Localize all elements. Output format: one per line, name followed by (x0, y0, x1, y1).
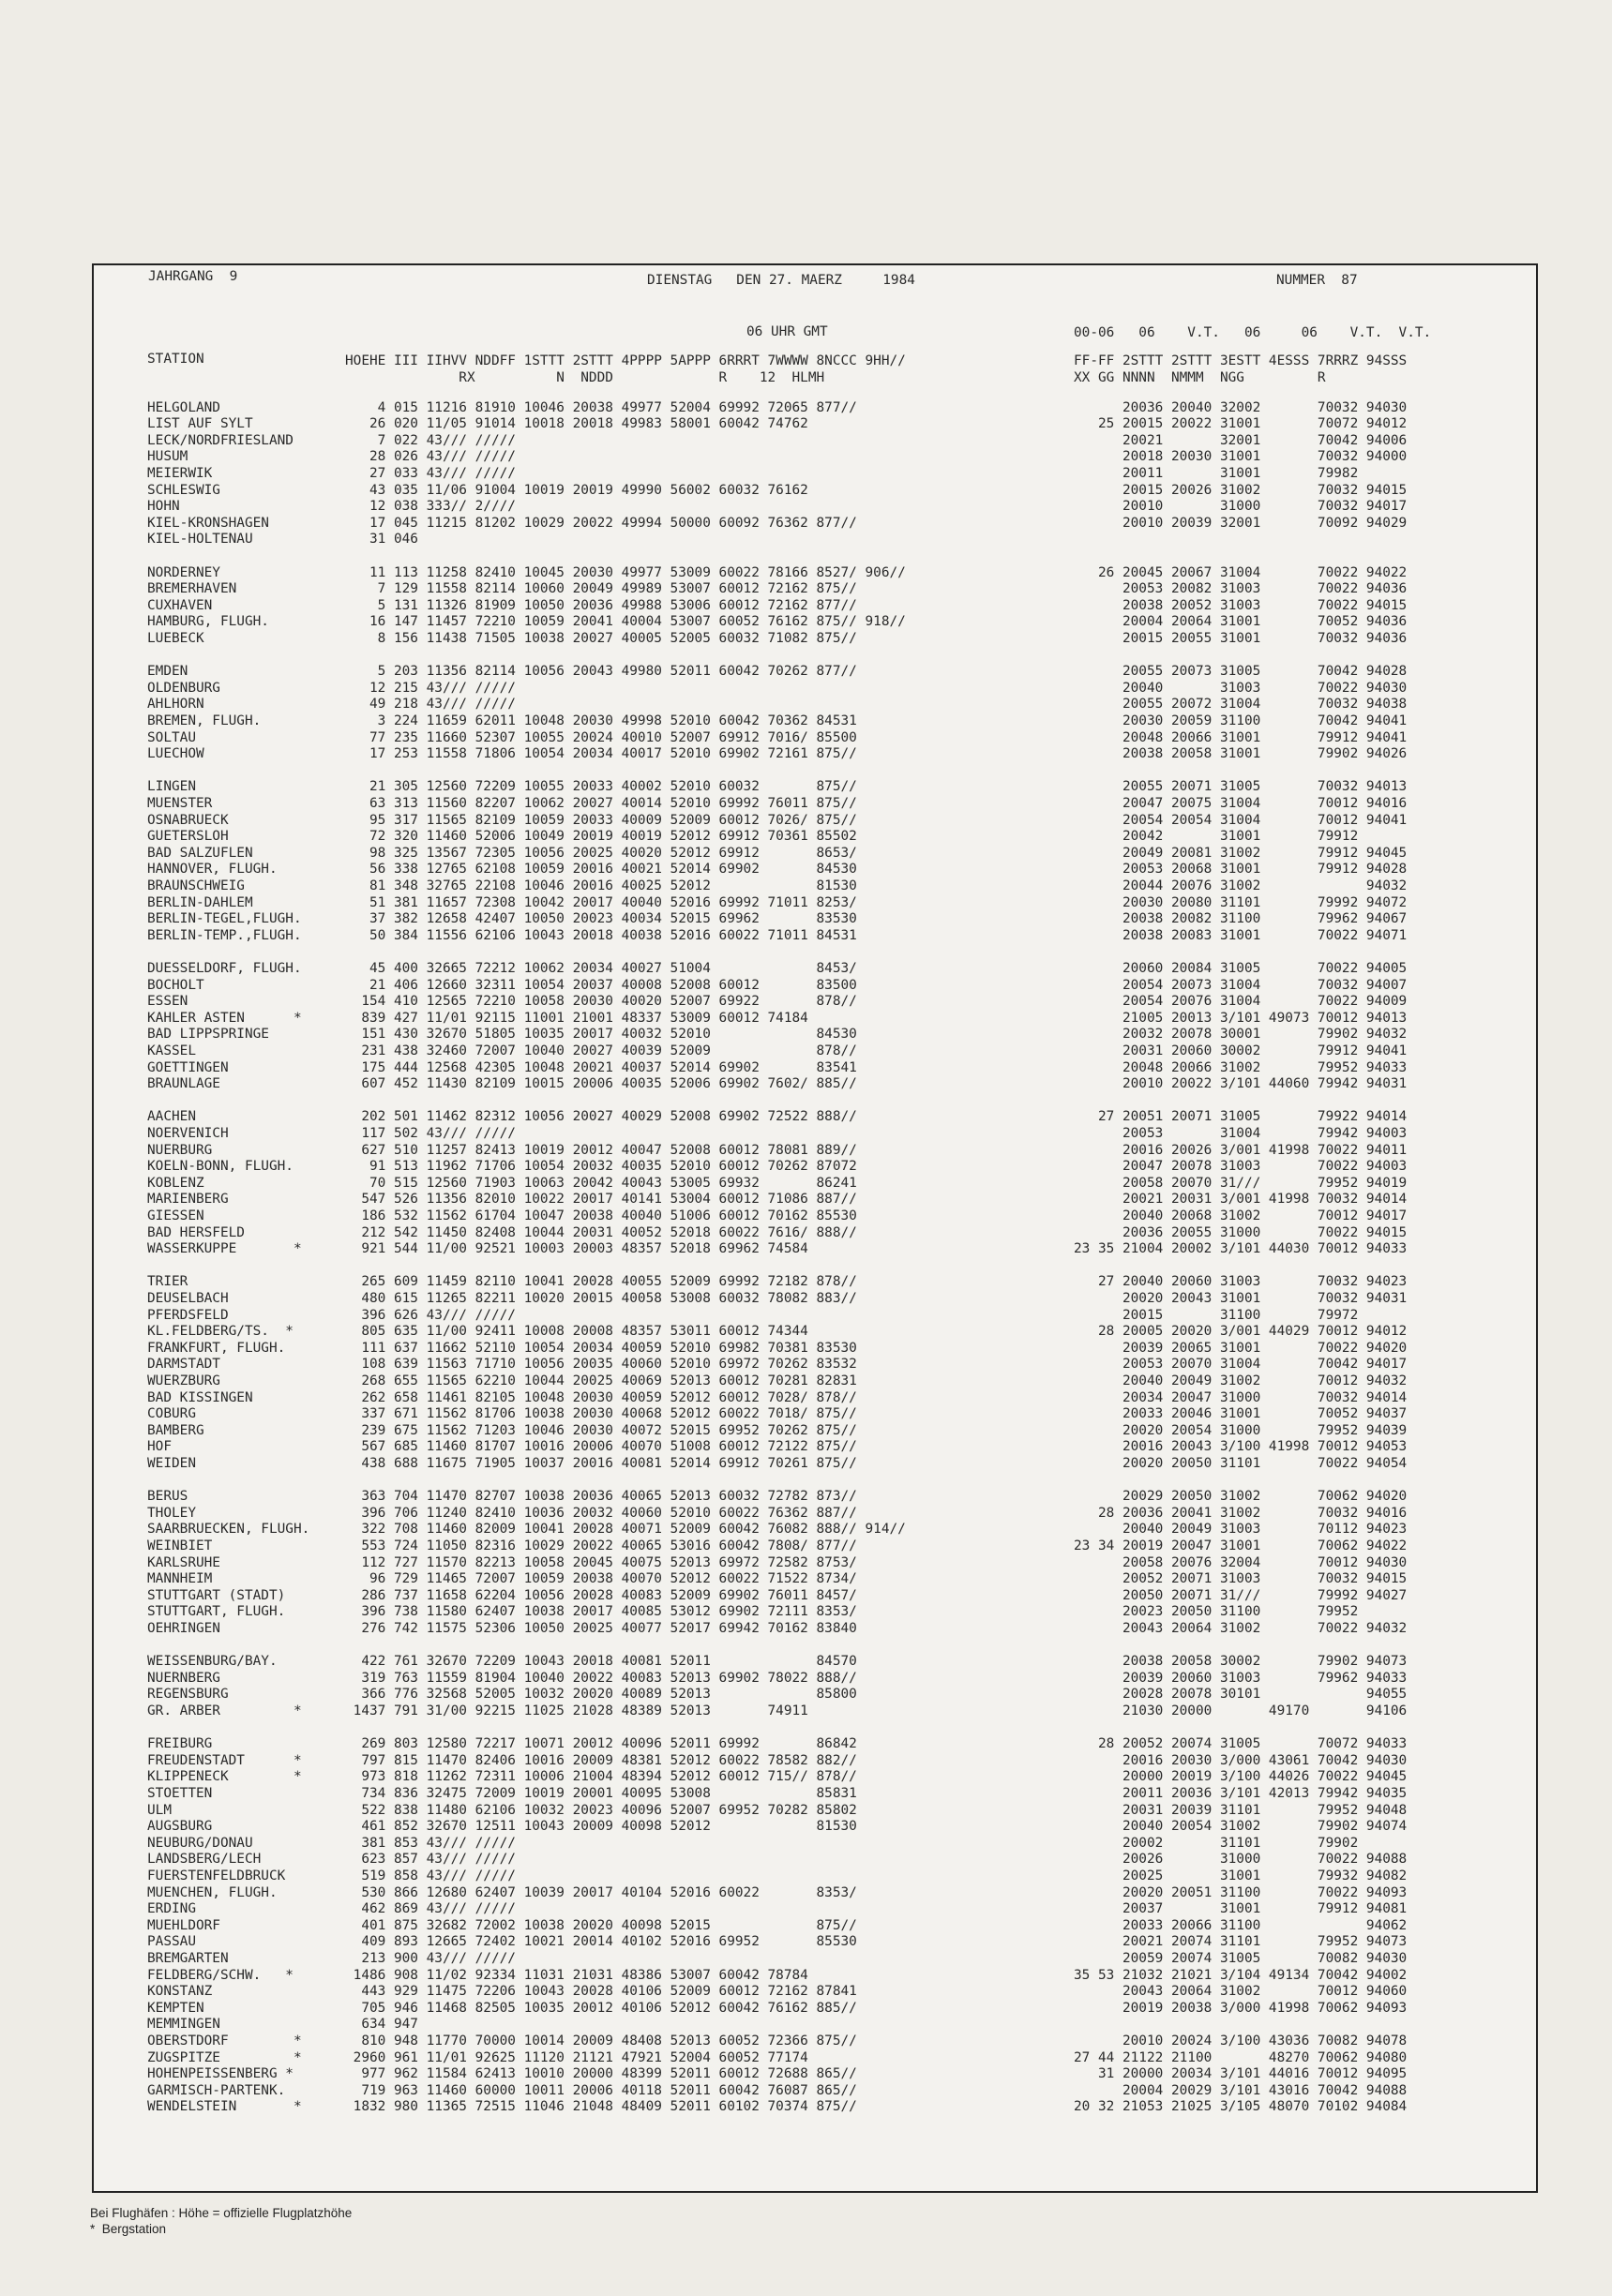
station-observations: 366 776 32568 52005 10032 20020 40089 52013 85800 (345, 1687, 857, 1703)
station-name: WEIDEN (147, 1455, 196, 1471)
station-observations: 810 948 11770 70000 10014 20009 48408 52013 60052 72366 875// (345, 2033, 857, 2048)
station-observations: 108 639 11563 71710 10056 20035 40060 52010 69972 70262 83532 (345, 1357, 857, 1373)
station-extra-values: 20020 20050 31101 70022 94054 (1074, 1455, 1408, 1471)
station-extra-values: 20029 20050 31002 70062 94020 (1074, 1489, 1408, 1505)
station-name: CUXHAVEN (147, 597, 213, 613)
station-name: NOERVENICH (147, 1125, 229, 1141)
station-observations: 530 866 12680 62407 10039 20017 40104 52016 60022 8353/ (345, 1884, 857, 1900)
station-observations: 547 526 11356 82010 10022 20017 40141 53004 60012 71086 887// (345, 1192, 857, 1208)
station-observations: 12 215 43/// ///// (345, 680, 516, 696)
station-observations: 63 313 11560 82207 10062 20027 40014 52010 69992 76011 875// (345, 795, 857, 811)
station-name: KIEL-KRONSHAGEN (147, 515, 269, 531)
station-name: KL.FELDBERG/TS. * (147, 1324, 294, 1340)
station-name: FREUDENSTADT * (147, 1752, 302, 1768)
station-name: WENDELSTEIN * (147, 2099, 302, 2115)
station-observations: 265 609 11459 82110 10041 20028 40055 52009 69992 72182 878// (345, 1274, 857, 1290)
station-observations: 111 637 11662 52110 10054 20034 40059 52010 69982 70381 83530 (345, 1340, 857, 1356)
station-extra-values: 20054 20076 31004 70022 94009 (1074, 994, 1408, 1010)
station-name: BREMEN, FLUGH. (147, 713, 262, 728)
station-observations: 21 305 12560 72209 10055 20033 40002 52010 60032 875// (345, 779, 857, 795)
station-column-header: STATION (147, 352, 204, 367)
station-observations: 17 045 11215 81202 10029 20022 49994 50000 60092 76362 877// (345, 515, 857, 531)
station-name: HAMBURG, FLUGH. (147, 614, 269, 630)
station-extra-values: 20040 20049 31002 70012 94032 (1074, 1373, 1408, 1388)
station-extra-values: 20016 20026 3/001 41998 70022 94011 (1074, 1142, 1408, 1158)
station-observations: 634 947 (345, 2017, 418, 2033)
station-extra-values: 20055 20072 31004 70032 94038 (1074, 697, 1408, 713)
station-name: SOLTAU (147, 729, 196, 745)
station-extra-values: 20031 20060 30002 79912 94041 (1074, 1043, 1408, 1058)
station-observations: 797 815 11470 82406 10016 20009 48381 52012 60022 78582 882// (345, 1752, 857, 1768)
station-extra-values: 20 32 21053 21025 3/105 48070 70102 94084 (1074, 2099, 1408, 2115)
station-observations: 480 615 11265 82211 10020 20015 40058 53008 60032 78082 883// (345, 1290, 857, 1306)
station-name: KASSEL (147, 1043, 196, 1058)
station-observations: 7 129 11558 82114 10060 20049 49989 53007 60012 72162 875// (345, 581, 857, 597)
column-header-line-1: HOEHE III IIHVV NDDFF 1STTT 2STTT 4PPPP 5APPP 6RRRT 7WWWW 8NCCC 9HH// (345, 353, 906, 368)
station-extra-values: 20052 20071 31003 70032 94015 (1074, 1571, 1408, 1587)
station-observations: 8 156 11438 71505 10038 20027 40005 52005 60032 71082 875// (345, 630, 857, 646)
station-name: MANNHEIM (147, 1571, 213, 1587)
station-observations: 175 444 12568 42305 10048 20021 40037 52014 69902 83541 (345, 1059, 857, 1075)
station-observations: 461 852 32670 12511 10043 20009 40098 52012 81530 (345, 1819, 857, 1835)
station-extra-values: 20038 20058 31001 79902 94026 (1074, 746, 1408, 762)
station-name: GR. ARBER * (147, 1703, 302, 1718)
station-name: TRIER (147, 1274, 188, 1290)
station-observations: 202 501 11462 82312 10056 20027 40029 52008 69902 72522 888// (345, 1109, 857, 1125)
station-extra-values: 20018 20030 31001 70032 94000 (1074, 449, 1408, 465)
station-observations: 239 675 11562 71203 10046 20030 40072 52015 69952 70262 875// (345, 1422, 857, 1438)
station-extra-values: 20016 20043 3/100 41998 70012 94053 (1074, 1439, 1408, 1455)
station-name: DEUSELBACH (147, 1290, 229, 1306)
station-name: BREMERHAVEN (147, 581, 237, 597)
station-extra-values: 20004 20064 31001 70052 94036 (1074, 614, 1408, 630)
station-name: WASSERKUPPE * (147, 1241, 302, 1257)
station-observations: 49 218 43/// ///// (345, 697, 516, 713)
station-observations: 396 626 43/// ///// (345, 1307, 516, 1323)
station-extra-values: 20048 20066 31001 79912 94041 (1074, 729, 1408, 745)
station-observations: 973 818 11262 72311 10006 21004 48394 52012 60012 715// 878// (345, 1769, 857, 1785)
station-name: SAARBRUECKEN, FLUGH. (147, 1522, 310, 1538)
station-extra-values: 20019 20038 3/000 41998 70062 94093 (1074, 2000, 1408, 2016)
station-extra-values: 20021 20031 3/001 41998 70032 94014 (1074, 1192, 1408, 1208)
station-name: ULM (147, 1802, 172, 1818)
station-name: HUSUM (147, 449, 188, 465)
station-observations: 26 020 11/05 91014 10018 20018 49983 58001 60042 74762 (345, 416, 808, 432)
station-name: BAD SALZUFLEN (147, 845, 253, 861)
station-observations: 95 317 11565 82109 10059 20033 40009 52009 60012 7026/ 875// (345, 812, 857, 828)
station-name: MEMMINGEN (147, 2017, 220, 2033)
station-extra-values: 20015 31100 79972 (1074, 1307, 1359, 1323)
station-name: BAD HERSFELD (147, 1224, 245, 1240)
station-name: FELDBERG/SCHW. * (147, 1967, 294, 1983)
station-extra-values: 20053 31004 79942 94003 (1074, 1125, 1408, 1141)
station-extra-values: 20010 20022 3/101 44060 79942 94031 (1074, 1076, 1408, 1092)
station-observations: 805 635 11/00 92411 10008 20008 48357 53011 60012 74344 (345, 1324, 808, 1340)
station-observations: 112 727 11570 82213 10058 20045 40075 52013 69972 72582 8753/ (345, 1554, 857, 1570)
station-name: NEUBURG/DONAU (147, 1835, 253, 1851)
station-extra-values: 20036 20055 31000 70022 94015 (1074, 1224, 1408, 1240)
station-observations: 396 706 11240 82410 10036 20032 40060 52010 60022 76362 887// (345, 1505, 857, 1521)
station-name: DUESSELDORF, FLUGH. (147, 960, 302, 976)
station-extra-values: 25 20015 20022 31001 70072 94012 (1074, 416, 1408, 432)
jahrgang-label: JAHRGANG 9 (148, 269, 238, 284)
station-observations: 17 253 11558 71806 10054 20034 40017 52010 69902 72161 875// (345, 746, 857, 762)
station-observations: 7 022 43/// ///// (345, 432, 516, 448)
station-observations: 705 946 11468 82505 10035 20012 40106 52012 60042 76162 885// (345, 2000, 857, 2016)
station-observations: 98 325 13567 72305 10056 20025 40020 52012 69912 8653/ (345, 845, 857, 861)
station-observations: 151 430 32670 51805 10035 20017 40032 52010 84530 (345, 1027, 857, 1043)
station-extra-values: 20032 20078 30001 79902 94032 (1074, 1027, 1408, 1043)
station-name: THOLEY (147, 1505, 196, 1521)
column-header-right-line-1: FF-FF 2STTT 2STTT 3ESTT 4ESSS 7RRRZ 94SSS (1074, 353, 1408, 368)
station-name: KOELN-BONN, FLUGH. (147, 1159, 294, 1175)
station-name: BAD LIPPSPRINGE (147, 1027, 269, 1043)
station-extra-values: 23 34 20019 20047 31001 70062 94022 (1074, 1538, 1408, 1553)
station-name: BERLIN-DAHLEM (147, 894, 253, 910)
station-observations: 262 658 11461 82105 10048 20030 40059 52012 60012 7028/ 878// (345, 1389, 857, 1405)
station-extra-values: 21005 20013 3/101 49073 70012 94013 (1074, 1010, 1408, 1026)
station-name: HOHN (147, 499, 180, 515)
station-extra-values: 20044 20076 31002 94032 (1074, 878, 1408, 893)
station-name: GOETTINGEN (147, 1059, 229, 1075)
station-observations: 56 338 12765 62108 10059 20016 40021 52014 69902 84530 (345, 862, 857, 878)
station-name: MEIERWIK (147, 465, 213, 481)
station-observations: 72 320 11460 52006 10049 20019 40019 52012 69912 70361 85502 (345, 829, 857, 845)
station-name: FRANKFURT, FLUGH. (147, 1340, 286, 1356)
station-extra-values: 20053 20082 31003 70022 94036 (1074, 581, 1408, 597)
station-observations: 1437 791 31/00 92215 11025 21028 48389 52013 74911 (345, 1703, 808, 1718)
station-observations: 117 502 43/// ///// (345, 1125, 516, 1141)
footnote-mountain-station: * Bergstation (90, 2222, 167, 2236)
station-extra-values: 20010 31000 70032 94017 (1074, 499, 1408, 515)
footnotes (90, 2205, 352, 2237)
station-observations: 45 400 32665 72212 10062 20034 40027 51004 8453/ (345, 960, 857, 976)
station-observations: 51 381 11657 72308 10042 20017 40040 52016 69992 71011 8253/ (345, 894, 857, 910)
station-name: ERDING (147, 1901, 196, 1917)
station-extra-values: 31 20000 20034 3/101 44016 70012 94095 (1074, 2066, 1408, 2082)
station-observations: 627 510 11257 82413 10019 20012 40047 52008 60012 78081 889// (345, 1142, 857, 1158)
station-name: KARLSRUHE (147, 1554, 220, 1570)
station-name: BERLIN-TEMP.,FLUGH. (147, 927, 302, 943)
station-extra-values: 20011 20036 3/101 42013 79942 94035 (1074, 1785, 1408, 1801)
station-name: WEINBIET (147, 1538, 213, 1553)
station-observations: 96 729 11465 72007 10059 20038 40070 52012 60022 71522 8734/ (345, 1571, 857, 1587)
station-extra-values: 20053 20068 31001 79912 94028 (1074, 862, 1408, 878)
station-observations: 21 406 12660 32311 10054 20037 40008 52008 60012 83500 (345, 977, 857, 993)
station-name: KOBLENZ (147, 1175, 204, 1191)
station-name: MUEHLDORF (147, 1917, 220, 1933)
station-name: ESSEN (147, 994, 188, 1010)
station-observations: 734 836 32475 72009 10019 20001 40095 53008 85831 (345, 1785, 857, 1801)
station-observations: 977 962 11584 62413 10010 20000 48399 52011 60012 72688 865// (345, 2066, 857, 2082)
station-extra-values: 20058 20070 31/// 79952 94019 (1074, 1175, 1408, 1191)
station-extra-values: 20034 20047 31000 70032 94014 (1074, 1389, 1408, 1405)
station-extra-values: 28 20036 20041 31002 70032 94016 (1074, 1505, 1408, 1521)
station-name: GIESSEN (147, 1208, 204, 1223)
station-name: REGENSBURG (147, 1687, 229, 1703)
station-name: OBERSTDORF * (147, 2033, 302, 2048)
station-extra-values: 27 20051 20071 31005 79922 94014 (1074, 1109, 1408, 1125)
station-name: BRAUNLAGE (147, 1076, 220, 1092)
station-name: COBURG (147, 1406, 196, 1422)
group-header-06-gmt: 06 UHR GMT (746, 324, 828, 339)
station-name: PFERDSFELD (147, 1307, 229, 1323)
station-observations: 186 532 11562 61704 10047 20038 40040 51006 60012 70162 85530 (345, 1208, 857, 1223)
station-extra-values: 20010 20024 3/100 43036 70082 94078 (1074, 2033, 1408, 2048)
station-extra-values: 20033 20066 31100 94062 (1074, 1917, 1408, 1933)
station-extra-values: 20038 20083 31001 70022 94071 (1074, 927, 1408, 943)
station-observations: 2960 961 11/01 92625 11120 21121 47921 52004 60052 77174 (345, 2049, 808, 2065)
station-observations: 16 147 11457 72210 10059 20041 40004 53007 60052 76162 875// 918// (345, 614, 906, 630)
station-extra-values: 20040 20049 31003 70112 94023 (1074, 1522, 1408, 1538)
station-extra-values: 20037 31001 79912 94081 (1074, 1901, 1408, 1917)
station-observations: 70 515 12560 71903 10063 20042 40043 53005 69932 86241 (345, 1175, 857, 1191)
station-name: ZUGSPITZE * (147, 2049, 302, 2065)
station-extra-values: 20038 20082 31100 79962 94067 (1074, 911, 1408, 927)
station-name: BERUS (147, 1489, 188, 1505)
station-extra-values: 20055 20071 31005 70032 94013 (1074, 779, 1408, 795)
station-extra-values: 28 20005 20020 3/001 44029 70012 94012 (1074, 1324, 1408, 1340)
issue-number: NUMMER 87 (1276, 273, 1358, 288)
station-name: DARMSTADT (147, 1357, 220, 1373)
station-observations: 91 513 11962 71706 10054 20032 40035 52010 60012 70262 87072 (345, 1159, 857, 1175)
station-name: FUERSTENFELDBRUCK (147, 1868, 286, 1883)
station-name: LUECHOW (147, 746, 204, 762)
station-extra-values: 28 20052 20074 31005 70072 94033 (1074, 1736, 1408, 1752)
station-extra-values: 20060 20084 31005 70022 94005 (1074, 960, 1408, 976)
station-extra-values: 20021 20074 31101 79952 94073 (1074, 1934, 1408, 1950)
station-observations: 27 033 43/// ///// (345, 465, 516, 481)
station-observations: 462 869 43/// ///// (345, 1901, 516, 1917)
station-extra-values: 20031 20039 31101 79952 94048 (1074, 1802, 1408, 1818)
station-observations: 268 655 11565 62210 10044 20025 40069 52013 60012 70281 82831 (345, 1373, 857, 1388)
station-name: FREIBURG (147, 1736, 213, 1752)
station-name: EMDEN (147, 664, 188, 680)
station-extra-values: 26 20045 20067 31004 70022 94022 (1074, 564, 1408, 580)
station-name: STUTTGART, FLUGH. (147, 1604, 286, 1620)
station-observations: 719 963 11460 60000 10011 20006 40118 52011 60042 76087 865// (345, 2082, 857, 2098)
station-name: HOF (147, 1439, 172, 1455)
station-observations: 3 224 11659 62011 10048 20030 49998 52010 60042 70362 84531 (345, 713, 857, 728)
station-observations: 5 203 11356 82114 10056 20043 49980 52011 60042 70262 877// (345, 664, 857, 680)
station-extra-values: 20040 31003 70022 94030 (1074, 680, 1408, 696)
station-observations: 4 015 11216 81910 10046 20038 49977 52004 69992 72065 877// (345, 399, 857, 415)
station-name: STOETTEN (147, 1785, 213, 1801)
station-observations: 553 724 11050 82316 10029 20022 40065 53016 60042 7808/ 877// (345, 1538, 857, 1553)
station-extra-values: 20043 20064 31002 70022 94032 (1074, 1620, 1408, 1636)
station-extra-values: 20015 20055 31001 70032 94036 (1074, 630, 1408, 646)
station-name: KLIPPENECK * (147, 1769, 302, 1785)
station-observations: 286 737 11658 62204 10056 20028 40083 52009 69902 76011 8457/ (345, 1587, 857, 1603)
station-observations: 401 875 32682 72002 10038 20020 40098 52015 875// (345, 1917, 857, 1933)
station-extra-values: 20054 20054 31004 70012 94041 (1074, 812, 1408, 828)
station-extra-values: 20053 20070 31004 70042 94017 (1074, 1357, 1408, 1373)
station-name: LECK/NORDFRIESLAND (147, 432, 294, 448)
station-observations: 12 038 333// 2//// (345, 499, 516, 515)
station-extra-values: 20020 20043 31001 70032 94031 (1074, 1290, 1408, 1306)
station-extra-values: 20020 20054 31000 79952 94039 (1074, 1422, 1408, 1438)
station-name: MUENSTER (147, 795, 213, 811)
station-observations: 381 853 43/// ///// (345, 1835, 516, 1851)
station-observations: 37 382 12658 42407 10050 20023 40034 52015 69962 83530 (345, 911, 857, 927)
station-observations: 213 900 43/// ///// (345, 1950, 516, 1966)
date-label: DIENSTAG DEN 27. MAERZ 1984 (647, 273, 915, 288)
station-observations: 607 452 11430 82109 10015 20006 40035 52006 69902 7602/ 885// (345, 1076, 857, 1092)
station-observations: 77 235 11660 52307 10055 20024 40010 52007 69912 7016/ 85500 (345, 729, 857, 745)
station-observations: 276 742 11575 52306 10050 20025 40077 52017 69942 70162 83840 (345, 1620, 857, 1636)
station-observations: 154 410 12565 72210 10058 20030 40020 52007 69922 878// (345, 994, 857, 1010)
station-observations: 1486 908 11/02 92334 11031 21031 48386 53007 60042 78784 (345, 1967, 808, 1983)
column-header-line-2: RX N NDDD R 12 HLMH (345, 370, 825, 385)
station-observations: 11 113 11258 82410 10045 20030 49977 53009 60022 78166 8527/ 906// (345, 564, 906, 580)
station-name: LANDSBERG/LECH (147, 1852, 262, 1868)
station-observations: 839 427 11/01 92115 11001 21001 48337 53009 60012 74184 (345, 1010, 808, 1026)
station-extra-values: 20050 20071 31/// 79992 94027 (1074, 1587, 1408, 1603)
station-name: NUERNBERG (147, 1670, 220, 1686)
station-name: BAMBERG (147, 1422, 204, 1438)
column-header-right-line-2: XX GG NNNN NMMM NGG R (1074, 370, 1326, 385)
station-extra-values: 20028 20078 30101 94055 (1074, 1687, 1408, 1703)
station-extra-values: 20030 20080 31101 79992 94072 (1074, 894, 1408, 910)
station-extra-values: 20025 31001 79932 94082 (1074, 1868, 1408, 1883)
station-name: HOHENPEISSENBERG * (147, 2066, 294, 2082)
station-extra-values: 20055 20073 31005 70042 94028 (1074, 664, 1408, 680)
station-extra-values: 20026 31000 70022 94088 (1074, 1852, 1408, 1868)
station-name: LUEBECK (147, 630, 204, 646)
station-name: BAD KISSINGEN (147, 1389, 253, 1405)
station-extra-values: 20038 20058 30002 79902 94073 (1074, 1654, 1408, 1670)
station-extra-values: 20054 20073 31004 70032 94007 (1074, 977, 1408, 993)
station-extra-values: 20030 20059 31100 70042 94041 (1074, 713, 1408, 728)
station-extra-values: 21030 20000 49170 94106 (1074, 1703, 1408, 1718)
station-observations: 50 384 11556 62106 10043 20018 40038 52016 60022 71011 84531 (345, 927, 857, 943)
station-extra-values: 20033 20046 31001 70052 94037 (1074, 1406, 1408, 1422)
station-observations: 43 035 11/06 91004 10019 20019 49990 56002 60032 76162 (345, 482, 808, 498)
station-name: AUGSBURG (147, 1819, 213, 1835)
station-observations: 231 438 32460 72007 10040 20027 40039 52009 878// (345, 1043, 857, 1058)
station-observations: 28 026 43/// ///// (345, 449, 516, 465)
group-header-right: 00-06 06 V.T. 06 06 V.T. V.T. (1074, 325, 1432, 340)
station-name: HANNOVER, FLUGH. (147, 862, 278, 878)
station-name: WEISSENBURG/BAY. (147, 1654, 278, 1670)
station-name: SCHLESWIG (147, 482, 220, 498)
station-extra-values: 20043 20064 31002 70012 94060 (1074, 1984, 1408, 2000)
station-extra-values: 35 53 21032 21021 3/104 49134 70042 94002 (1074, 1967, 1408, 1983)
station-observations: 212 542 11450 82408 10044 20031 40052 52018 60022 7616/ 888// (345, 1224, 857, 1240)
station-extra-values: 20023 20050 31100 79952 (1074, 1604, 1359, 1620)
station-extra-values: 20020 20051 31100 70022 94093 (1074, 1884, 1408, 1900)
station-extra-values: 20047 20075 31004 70012 94016 (1074, 795, 1408, 811)
station-observations: 363 704 11470 82707 10038 20036 40065 52013 60032 72782 873// (345, 1489, 857, 1505)
station-observations: 522 838 11480 62106 10032 20023 40096 52007 69952 70282 85802 (345, 1802, 857, 1818)
station-name: OEHRINGEN (147, 1620, 220, 1636)
station-extra-values: 20039 20065 31001 70022 94020 (1074, 1340, 1408, 1356)
station-name: OSNABRUECK (147, 812, 229, 828)
station-name: GUETERSLOH (147, 829, 229, 845)
station-extra-values: 27 44 21122 21100 48270 70062 94080 (1074, 2049, 1408, 2065)
station-observations: 921 544 11/00 92521 10003 20003 48357 52018 69962 74584 (345, 1241, 808, 1257)
station-extra-values: 20038 20052 31003 70022 94015 (1074, 597, 1408, 613)
station-observations: 337 671 11562 81706 10038 20030 40068 52012 60022 7018/ 875// (345, 1406, 857, 1422)
station-extra-values: 20040 20054 31002 79902 94074 (1074, 1819, 1408, 1835)
station-extra-values: 20010 20039 32001 70092 94029 (1074, 515, 1408, 531)
station-extra-values: 20040 20068 31002 70012 94017 (1074, 1208, 1408, 1223)
station-extra-values: 20036 20040 32002 70032 94030 (1074, 399, 1408, 415)
station-name: OLDENBURG (147, 680, 220, 696)
station-name: BERLIN-TEGEL,FLUGH. (147, 911, 302, 927)
station-name: KONSTANZ (147, 1984, 213, 2000)
station-name: LINGEN (147, 779, 196, 795)
station-name: AACHEN (147, 1109, 196, 1125)
station-observations: 396 738 11580 62407 10038 20017 40085 53012 69902 72111 8353/ (345, 1604, 857, 1620)
station-extra-values: 20059 20074 31005 70082 94030 (1074, 1950, 1408, 1966)
station-name: KEMPTEN (147, 2000, 204, 2016)
station-observations: 269 803 12580 72217 10071 20012 40096 52011 69992 86842 (345, 1736, 857, 1752)
station-extra-values: 20021 32001 70042 94006 (1074, 432, 1408, 448)
station-extra-values: 20011 31001 79982 (1074, 465, 1359, 481)
station-extra-values: 20039 20060 31003 79962 94033 (1074, 1670, 1408, 1686)
station-observations: 409 893 12665 72402 10021 20014 40102 52016 69952 85530 (345, 1934, 857, 1950)
bulletin-sheet (92, 263, 1538, 2193)
station-extra-values: 20049 20081 31002 79912 94045 (1074, 845, 1408, 861)
station-observations: 31 046 (345, 532, 418, 548)
station-name: NUERBURG (147, 1142, 213, 1158)
station-observations: 519 858 43/// ///// (345, 1868, 516, 1883)
station-extra-values: 20042 31001 79912 (1074, 829, 1359, 845)
station-observations: 322 708 11460 82009 10041 20028 40071 52009 60042 76082 888// 914// (345, 1522, 906, 1538)
station-extra-values: 20048 20066 31002 79952 94033 (1074, 1059, 1408, 1075)
station-extra-values: 23 35 21004 20002 3/101 44030 70012 94033 (1074, 1241, 1408, 1257)
station-name: BREMGARTEN (147, 1950, 229, 1966)
station-name: KIEL-HOLTENAU (147, 532, 253, 548)
station-extra-values: 20015 20026 31002 70032 94015 (1074, 482, 1408, 498)
station-name: KAHLER ASTEN * (147, 1010, 302, 1026)
station-observations: 1832 980 11365 72515 11046 21048 48409 52011 60102 70374 875// (345, 2099, 857, 2115)
footnote-airport-height: Bei Flughäfen : Höhe = offizielle Flugplatzhöhe (90, 2206, 353, 2220)
station-name: BOCHOLT (147, 977, 204, 993)
station-observations: 623 857 43/// ///// (345, 1852, 516, 1868)
station-name: NORDERNEY (147, 564, 220, 580)
station-observations: 422 761 32670 72209 10043 20018 40081 52011 84570 (345, 1654, 857, 1670)
station-observations: 443 929 11475 72206 10043 20028 40106 52009 60012 72162 87841 (345, 1984, 857, 2000)
station-extra-values: 27 20040 20060 31003 70032 94023 (1074, 1274, 1408, 1290)
station-extra-values: 20004 20029 3/101 43016 70042 94088 (1074, 2082, 1408, 2098)
station-observations: 319 763 11559 81904 10040 20022 40083 52013 69902 78022 888// (345, 1670, 857, 1686)
station-name: STUTTGART (STADT) (147, 1587, 286, 1603)
station-observations: 567 685 11460 81707 10016 20006 40070 51008 60012 72122 875// (345, 1439, 857, 1455)
station-extra-values: 20047 20078 31003 70022 94003 (1074, 1159, 1408, 1175)
station-name: AHLHORN (147, 697, 204, 713)
station-observations: 5 131 11326 81909 10050 20036 49988 53006 60012 72162 877// (345, 597, 857, 613)
station-extra-values: 20016 20030 3/000 43061 70042 94030 (1074, 1752, 1408, 1768)
station-name: PASSAU (147, 1934, 196, 1950)
station-observations: 438 688 11675 71905 10037 20016 40081 52014 69912 70261 875// (345, 1455, 857, 1471)
station-extra-values: 20002 31101 79902 (1074, 1835, 1359, 1851)
station-name: LIST AUF SYLT (147, 416, 253, 432)
station-name: MARIENBERG (147, 1192, 229, 1208)
station-extra-values: 20000 20019 3/100 44026 70022 94045 (1074, 1769, 1408, 1785)
station-observations: 81 348 32765 22108 10046 20016 40025 52012 81530 (345, 878, 857, 893)
station-name: BRAUNSCHWEIG (147, 878, 245, 893)
station-name: WUERZBURG (147, 1373, 220, 1388)
station-name: HELGOLAND (147, 399, 220, 415)
station-extra-values: 20058 20076 32004 70012 94030 (1074, 1554, 1408, 1570)
station-name: MUENCHEN, FLUGH. (147, 1884, 278, 1900)
station-name: GARMISCH-PARTENK. (147, 2082, 286, 2098)
